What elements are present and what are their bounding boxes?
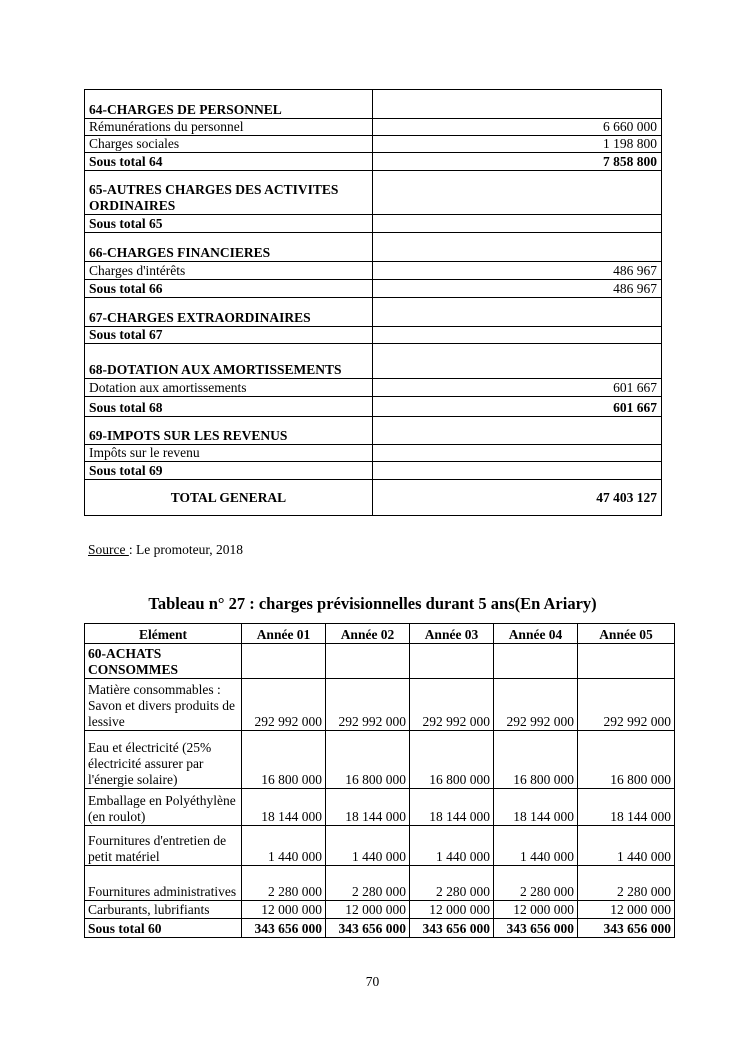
cell-value: 18 144 000 xyxy=(410,789,494,826)
row-label: Fournitures d'entretien de petit matériel xyxy=(85,826,242,866)
table-row xyxy=(85,171,662,215)
row-label: Matière consommables : Savon et divers produits de lessive xyxy=(85,679,242,731)
table-row xyxy=(85,462,662,480)
cell-value: 12 000 000 xyxy=(494,901,578,919)
row-value xyxy=(373,298,662,327)
row-label: Sous total 68 xyxy=(85,397,373,417)
row-label: Emballage en Polyéthylène (en roulot) xyxy=(85,789,242,826)
table-row xyxy=(85,679,675,731)
column-header: Année 03 xyxy=(410,624,494,644)
cell-value: 292 992 000 xyxy=(410,679,494,731)
row-value: 1 198 800 xyxy=(373,136,662,153)
cell-value: 292 992 000 xyxy=(578,679,675,731)
cell-value: 1 440 000 xyxy=(494,826,578,866)
row-label: Sous total 66 xyxy=(85,280,373,298)
row-value xyxy=(373,233,662,262)
cell-value: 12 000 000 xyxy=(578,901,675,919)
cell-value: 2 280 000 xyxy=(410,866,494,901)
charges-table-continued xyxy=(84,89,662,516)
forecast-charges-table xyxy=(84,623,675,938)
column-header: Année 04 xyxy=(494,624,578,644)
row-label: 66-CHARGES FINANCIERES xyxy=(85,233,373,262)
row-label: 68-DOTATION AUX AMORTISSEMENTS xyxy=(85,344,373,379)
row-label: Sous total 64 xyxy=(85,153,373,171)
row-value: 486 967 xyxy=(373,280,662,298)
cell-value: 1 440 000 xyxy=(410,826,494,866)
table-row xyxy=(85,344,662,379)
row-value xyxy=(373,215,662,233)
table-row xyxy=(85,445,662,462)
cell-value: 16 800 000 xyxy=(410,731,494,789)
row-value xyxy=(373,445,662,462)
column-header: Année 01 xyxy=(242,624,326,644)
table-row xyxy=(85,866,675,901)
column-header: Année 02 xyxy=(326,624,410,644)
source-label: Source xyxy=(88,542,129,557)
table-row xyxy=(85,90,662,119)
cell-value xyxy=(494,644,578,679)
row-label: Sous total 65 xyxy=(85,215,373,233)
table-row xyxy=(85,901,675,919)
row-label: Charges sociales xyxy=(85,136,373,153)
row-label: 65-AUTRES CHARGES DES ACTIVITES ORDINAIRES xyxy=(85,171,373,215)
row-label: 60-ACHATS CONSOMMES xyxy=(85,644,242,679)
table-row xyxy=(85,262,662,280)
cell-value: 2 280 000 xyxy=(326,866,410,901)
table-row xyxy=(85,397,662,417)
row-value: 7 858 800 xyxy=(373,153,662,171)
row-value xyxy=(373,462,662,480)
table-row xyxy=(85,119,662,136)
table-row xyxy=(85,215,662,233)
row-value xyxy=(373,344,662,379)
cell-value: 16 800 000 xyxy=(242,731,326,789)
cell-value: 2 280 000 xyxy=(242,866,326,901)
table-row xyxy=(85,731,675,789)
cell-value: 343 656 000 xyxy=(494,919,578,938)
table-row xyxy=(85,233,662,262)
cell-value: 16 800 000 xyxy=(326,731,410,789)
cell-value: 1 440 000 xyxy=(578,826,675,866)
row-label: Sous total 60 xyxy=(85,919,242,938)
cell-value: 1 440 000 xyxy=(242,826,326,866)
cell-value xyxy=(242,644,326,679)
row-label: Impôts sur le revenu xyxy=(85,445,373,462)
row-label: 64-CHARGES DE PERSONNEL xyxy=(85,90,373,119)
table-row xyxy=(85,644,675,679)
row-label: 69-IMPOTS SUR LES REVENUS xyxy=(85,417,373,445)
cell-value: 16 800 000 xyxy=(578,731,675,789)
row-label: Sous total 69 xyxy=(85,462,373,480)
cell-value: 1 440 000 xyxy=(326,826,410,866)
column-header: Elément xyxy=(85,624,242,644)
source-text: : Le promoteur, 2018 xyxy=(128,542,244,557)
cell-value: 12 000 000 xyxy=(326,901,410,919)
table-caption: Tableau n° 27 : charges prévisionnelles durant 5 ans(En Ariary) xyxy=(148,594,597,613)
cell-value xyxy=(410,644,494,679)
cell-value: 292 992 000 xyxy=(494,679,578,731)
cell-value: 2 280 000 xyxy=(494,866,578,901)
table-row xyxy=(85,789,675,826)
page-number: 70 xyxy=(365,974,380,989)
cell-value: 343 656 000 xyxy=(578,919,675,938)
table-row xyxy=(85,417,662,445)
row-value: 6 660 000 xyxy=(373,119,662,136)
table-row xyxy=(85,327,662,344)
cell-value: 18 144 000 xyxy=(242,789,326,826)
table-row xyxy=(85,379,662,397)
table-row xyxy=(85,298,662,327)
cell-value xyxy=(578,644,675,679)
cell-value: 2 280 000 xyxy=(578,866,675,901)
column-header: Année 05 xyxy=(578,624,675,644)
cell-value: 343 656 000 xyxy=(242,919,326,938)
row-label: Fournitures administratives xyxy=(85,866,242,901)
row-value xyxy=(373,171,662,215)
cell-value xyxy=(326,644,410,679)
cell-value: 343 656 000 xyxy=(410,919,494,938)
cell-value: 16 800 000 xyxy=(494,731,578,789)
row-label: Eau et électricité (25% électricité assurer par l'énergie solaire) xyxy=(85,731,242,789)
table-row xyxy=(85,136,662,153)
row-value xyxy=(373,90,662,119)
row-label: Dotation aux amortissements xyxy=(85,379,373,397)
row-label: Sous total 67 xyxy=(85,327,373,344)
table-row xyxy=(85,826,675,866)
cell-value: 18 144 000 xyxy=(494,789,578,826)
row-label: Charges d'intérêts xyxy=(85,262,373,280)
table-row xyxy=(85,480,662,516)
row-label: Carburants, lubrifiants xyxy=(85,901,242,919)
row-label: Rémunérations du personnel xyxy=(85,119,373,136)
source-note xyxy=(88,542,243,558)
cell-value: 18 144 000 xyxy=(578,789,675,826)
row-value xyxy=(373,417,662,445)
cell-value: 343 656 000 xyxy=(326,919,410,938)
cell-value: 12 000 000 xyxy=(242,901,326,919)
row-value: 601 667 xyxy=(373,379,662,397)
table-row xyxy=(85,153,662,171)
cell-value: 292 992 000 xyxy=(326,679,410,731)
table-row xyxy=(85,919,675,938)
row-value: 601 667 xyxy=(373,397,662,417)
row-label: 67-CHARGES EXTRAORDINAIRES xyxy=(85,298,373,327)
table-row xyxy=(85,280,662,298)
cell-value: 12 000 000 xyxy=(410,901,494,919)
row-value: 47 403 127 xyxy=(373,480,662,516)
row-value: 486 967 xyxy=(373,262,662,280)
cell-value: 292 992 000 xyxy=(242,679,326,731)
row-label: TOTAL GENERAL xyxy=(85,480,373,516)
cell-value: 18 144 000 xyxy=(326,789,410,826)
row-value xyxy=(373,327,662,344)
